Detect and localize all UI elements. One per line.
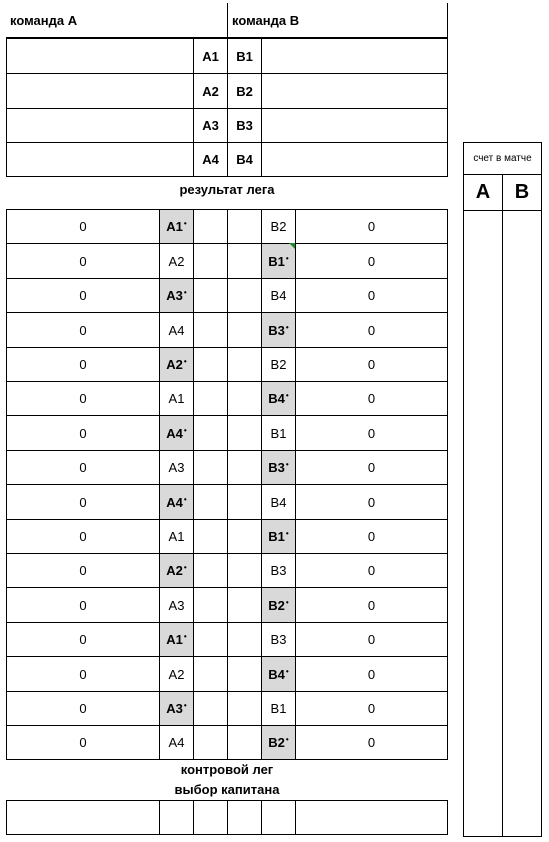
throw-first-marker: •	[183, 701, 187, 710]
leg-player-b-code: B4	[268, 666, 285, 682]
leg-player-b-code: B4	[270, 288, 287, 303]
roster-b-code-1: B1	[227, 38, 262, 74]
match-score-b-cell[interactable]	[502, 314, 542, 350]
leg-player-a-code: A1	[166, 219, 183, 234]
leg-mark-b[interactable]	[227, 725, 262, 760]
match-score-a-cell[interactable]	[463, 732, 503, 767]
leg-score-b[interactable]: 0	[295, 243, 448, 279]
leg-player-a-code: A1	[168, 391, 185, 406]
match-score-a-cell[interactable]	[463, 349, 503, 385]
leg-player-a	[159, 450, 194, 485]
leg-player-b-code: B3	[268, 322, 285, 338]
leg-mark-a[interactable]	[193, 312, 228, 348]
leg-player-b	[261, 209, 296, 244]
control-mark-b[interactable]	[227, 800, 262, 835]
leg-mark-a[interactable]	[193, 656, 228, 692]
match-score-b-cell[interactable]	[502, 558, 542, 594]
leg-player-a	[159, 278, 194, 313]
leg-mark-b[interactable]	[227, 519, 262, 554]
match-score-b-cell[interactable]	[502, 349, 542, 385]
throw-first-marker: •	[285, 322, 289, 332]
leg-player-b-code: B3	[270, 563, 287, 578]
match-score-b-cell[interactable]	[502, 523, 542, 559]
leg-mark-b[interactable]	[227, 415, 262, 451]
leg-player-b-code: B3	[270, 632, 287, 647]
roster-a-name-2[interactable]	[6, 73, 194, 109]
match-score-b-cell[interactable]	[502, 801, 542, 837]
throw-first-marker: •	[285, 529, 289, 538]
match-score-b-cell[interactable]	[502, 662, 542, 698]
leg-mark-a[interactable]	[193, 450, 228, 485]
roster-a-name-4[interactable]	[6, 142, 194, 177]
throw-first-marker: •	[285, 253, 289, 263]
roster-b-code-4: B4	[227, 142, 262, 177]
match-score-b-cell[interactable]	[502, 732, 542, 767]
leg-player-a-code: A4	[166, 425, 183, 441]
leg-score-b[interactable]: 0	[295, 278, 448, 313]
leg-mark-b[interactable]	[227, 347, 262, 382]
leg-score-b[interactable]: 0	[295, 622, 448, 657]
leg-player-b	[261, 347, 296, 382]
control-score-a[interactable]	[6, 800, 160, 835]
leg-player-b	[261, 519, 296, 554]
leg-mark-b[interactable]	[227, 278, 262, 313]
roster-a-code-2: A2	[193, 73, 228, 109]
leg-mark-a[interactable]	[193, 415, 228, 451]
match-score-a-cell[interactable]	[463, 280, 503, 315]
control-mark-a[interactable]	[193, 800, 228, 835]
leg-score-a[interactable]: 0	[6, 347, 160, 382]
leg-mark-a[interactable]	[193, 587, 228, 623]
leg-mark-a[interactable]	[193, 691, 228, 726]
roster-a-name-3[interactable]	[6, 108, 194, 143]
match-score-b-cell[interactable]	[502, 210, 542, 246]
leg-mark-a[interactable]	[193, 553, 228, 588]
leg-player-b	[261, 484, 296, 520]
leg-mark-b[interactable]	[227, 209, 262, 244]
throw-first-marker: •	[183, 288, 187, 297]
leg-player-b-code: B2	[270, 357, 287, 372]
leg-player-a-code: A2	[166, 563, 183, 578]
leg-player-a-code: A1	[166, 632, 183, 647]
leg-score-a[interactable]: 0	[6, 656, 160, 692]
match-score-col-b: B	[502, 174, 542, 211]
leg-player-b	[261, 691, 296, 726]
leg-score-a[interactable]: 0	[6, 312, 160, 348]
team-a-label: команда A	[6, 3, 228, 38]
leg-mark-a[interactable]	[193, 381, 228, 416]
leg-score-b[interactable]: 0	[295, 450, 448, 485]
leg-mark-a[interactable]	[193, 347, 228, 382]
captain-choice-title: выбор капитана	[174, 782, 280, 797]
throw-first-marker: •	[285, 460, 289, 469]
leg-score-b[interactable]: 0	[295, 209, 448, 244]
match-score-b-cell[interactable]	[502, 280, 542, 315]
leg-player-b-code: B3	[268, 460, 285, 475]
leg-score-a[interactable]: 0	[6, 691, 160, 726]
roster-b-code-3: B3	[227, 108, 262, 143]
match-score-b-cell[interactable]	[502, 384, 542, 420]
leg-player-b-code: B4	[270, 494, 287, 510]
leg-player-a	[159, 587, 194, 623]
leg-player-b-code: B2	[268, 597, 285, 613]
throw-first-marker: •	[183, 632, 187, 641]
leg-player-b-code: B2	[268, 735, 285, 750]
leg-score-a[interactable]: 0	[6, 209, 160, 244]
leg-player-b	[261, 381, 296, 416]
leg-mark-a[interactable]	[193, 519, 228, 554]
leg-player-b	[261, 415, 296, 451]
match-score-b-cell[interactable]	[502, 419, 542, 454]
match-score-a-cell[interactable]	[463, 245, 503, 281]
roster-a-code-1: A1	[193, 38, 228, 74]
leg-player-a-code: A4	[168, 322, 185, 338]
leg-mark-b[interactable]	[227, 243, 262, 279]
leg-mark-a[interactable]	[193, 484, 228, 520]
match-score-a-cell[interactable]	[463, 593, 503, 628]
roster-a-code-3: A3	[193, 108, 228, 143]
match-score-a-cell[interactable]	[463, 523, 503, 559]
throw-first-marker: •	[285, 666, 289, 676]
leg-player-a	[159, 519, 194, 554]
leg-player-a-code: A2	[168, 253, 185, 269]
throw-first-marker: •	[183, 219, 187, 228]
match-score-a-cell[interactable]	[463, 558, 503, 594]
control-player-b[interactable]	[261, 800, 296, 835]
leg-player-a-code: A1	[168, 529, 185, 544]
match-score-a-cell[interactable]	[463, 210, 503, 246]
leg-player-b	[261, 587, 296, 623]
leg-score-b[interactable]: 0	[295, 484, 448, 520]
leg-player-b-code: B4	[268, 391, 285, 406]
roster-b-name-1[interactable]	[261, 38, 448, 74]
leg-player-a-code: A4	[166, 494, 183, 510]
roster-b-code-2: B2	[227, 73, 262, 109]
leg-score-a[interactable]: 0	[6, 519, 160, 554]
leg-player-a	[159, 209, 194, 244]
throw-first-marker: •	[183, 494, 187, 504]
leg-mark-b[interactable]	[227, 381, 262, 416]
leg-player-a	[159, 622, 194, 657]
match-score-a-cell[interactable]	[463, 662, 503, 698]
match-score-col-a: A	[463, 174, 503, 211]
leg-player-a	[159, 243, 194, 279]
leg-score-b[interactable]: 0	[295, 691, 448, 726]
match-score-b-cell[interactable]	[502, 453, 542, 489]
leg-mark-a[interactable]	[193, 622, 228, 657]
leg-player-b-code: B1	[268, 253, 285, 269]
match-score-a-cell[interactable]	[463, 801, 503, 837]
control-leg-title: контровой лег	[180, 762, 274, 777]
match-score-a-cell[interactable]	[463, 766, 503, 802]
roster-b-name-2[interactable]	[261, 73, 448, 109]
leg-player-a-code: A3	[168, 597, 185, 613]
leg-score-b[interactable]: 0	[295, 656, 448, 692]
leg-mark-b[interactable]	[227, 656, 262, 692]
leg-player-a	[159, 415, 194, 451]
leg-player-a	[159, 725, 194, 760]
leg-player-a	[159, 656, 194, 692]
match-score-b-cell[interactable]	[502, 245, 542, 281]
leg-player-b	[261, 312, 296, 348]
leg-player-a	[159, 347, 194, 382]
leg-player-a-code: A2	[166, 357, 183, 372]
match-score-a-cell[interactable]	[463, 697, 503, 733]
match-score-a-cell[interactable]	[463, 314, 503, 350]
leg-mark-b[interactable]	[227, 312, 262, 348]
match-score-b-cell[interactable]	[502, 488, 542, 524]
match-score-a-cell[interactable]	[463, 419, 503, 454]
throw-first-marker: •	[285, 391, 289, 400]
leg-result-title: результат лега	[179, 182, 275, 197]
leg-player-a	[159, 553, 194, 588]
leg-score-a[interactable]: 0	[6, 484, 160, 520]
leg-score-a[interactable]: 0	[6, 622, 160, 657]
match-score-b-cell[interactable]	[502, 627, 542, 663]
leg-player-b-code: B1	[270, 701, 287, 716]
leg-score-b[interactable]: 0	[295, 312, 448, 348]
leg-mark-a[interactable]	[193, 243, 228, 279]
leg-player-b	[261, 656, 296, 692]
leg-mark-b[interactable]	[227, 450, 262, 485]
leg-score-b[interactable]: 0	[295, 587, 448, 623]
leg-player-b	[261, 278, 296, 313]
roster-a-name-1[interactable]	[6, 38, 194, 74]
throw-first-marker: •	[183, 357, 187, 366]
roster-b-name-4[interactable]	[261, 142, 448, 177]
leg-score-a[interactable]: 0	[6, 278, 160, 313]
leg-player-a-code: A2	[168, 666, 185, 682]
leg-score-b[interactable]: 0	[295, 381, 448, 416]
leg-player-a	[159, 484, 194, 520]
leg-player-a	[159, 691, 194, 726]
leg-mark-b[interactable]	[227, 622, 262, 657]
leg-mark-a[interactable]	[193, 278, 228, 313]
match-score-b-cell[interactable]	[502, 697, 542, 733]
leg-player-b	[261, 725, 296, 760]
leg-player-b	[261, 622, 296, 657]
leg-score-b[interactable]: 0	[295, 415, 448, 451]
leg-score-b[interactable]: 0	[295, 725, 448, 760]
leg-player-b-code: B1	[268, 529, 285, 544]
team-b-label: команда B	[227, 3, 448, 38]
leg-mark-a[interactable]	[193, 725, 228, 760]
leg-mark-b[interactable]	[227, 587, 262, 623]
leg-score-a[interactable]: 0	[6, 587, 160, 623]
match-score-a-cell[interactable]	[463, 488, 503, 524]
leg-player-a-code: A3	[168, 460, 185, 475]
leg-score-a[interactable]: 0	[6, 243, 160, 279]
leg-score-b[interactable]: 0	[295, 519, 448, 554]
match-score-title: счет в матче	[463, 142, 542, 175]
leg-player-b	[261, 243, 296, 279]
leg-player-b-code: B2	[270, 219, 287, 234]
leg-mark-b[interactable]	[227, 484, 262, 520]
match-score-b-cell[interactable]	[502, 766, 542, 802]
leg-player-a	[159, 381, 194, 416]
leg-player-b	[261, 450, 296, 485]
match-score-a-cell[interactable]	[463, 384, 503, 420]
throw-first-marker: •	[183, 563, 187, 572]
leg-score-b[interactable]: 0	[295, 553, 448, 588]
leg-player-a-code: A4	[168, 735, 185, 750]
leg-player-b-code: B1	[270, 425, 287, 441]
roster-a-code-4: A4	[193, 142, 228, 177]
leg-mark-b[interactable]	[227, 691, 262, 726]
leg-score-a[interactable]: 0	[6, 415, 160, 451]
leg-player-a-code: A3	[166, 288, 183, 303]
leg-player-b	[261, 553, 296, 588]
roster-b-name-3[interactable]	[261, 108, 448, 143]
throw-first-marker: •	[183, 425, 187, 435]
leg-score-a[interactable]: 0	[6, 381, 160, 416]
leg-score-a[interactable]: 0	[6, 725, 160, 760]
leg-player-a	[159, 312, 194, 348]
match-score-a-cell[interactable]	[463, 453, 503, 489]
throw-first-marker: •	[285, 735, 289, 744]
leg-mark-a[interactable]	[193, 209, 228, 244]
match-score-b-cell[interactable]	[502, 593, 542, 628]
match-score-a-cell[interactable]	[463, 627, 503, 663]
leg-score-b[interactable]: 0	[295, 347, 448, 382]
leg-mark-b[interactable]	[227, 553, 262, 588]
leg-score-a[interactable]: 0	[6, 450, 160, 485]
control-score-b[interactable]	[295, 800, 448, 835]
throw-first-marker: •	[285, 597, 289, 607]
leg-score-a[interactable]: 0	[6, 553, 160, 588]
leg-player-a-code: A3	[166, 701, 183, 716]
control-player-a[interactable]	[159, 800, 194, 835]
